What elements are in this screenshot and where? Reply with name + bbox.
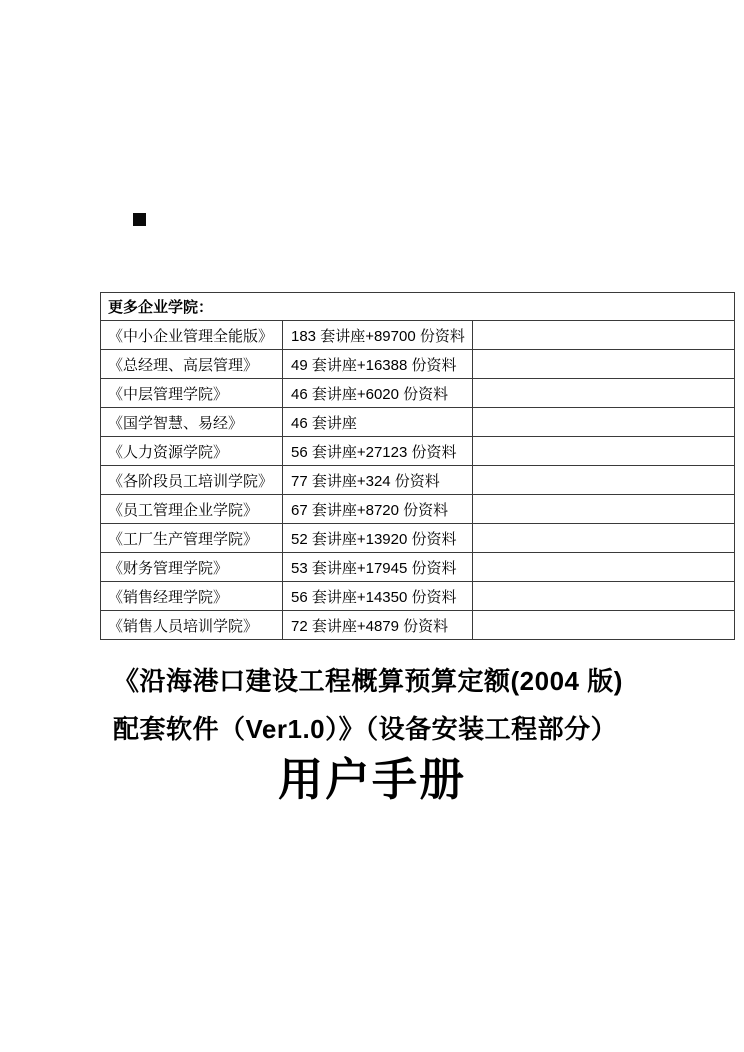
black-square-icon	[133, 213, 146, 226]
academy-name: 《各阶段员工培训学院》	[101, 466, 283, 495]
empty-cell	[473, 437, 735, 466]
empty-cell	[473, 553, 735, 582]
academy-name: 《销售人员培训学院》	[101, 611, 283, 640]
academy-count: 67 套讲座+8720 份资料	[283, 495, 473, 524]
empty-cell	[473, 379, 735, 408]
table-row	[101, 466, 735, 495]
academy-count: 72 套讲座+4879 份资料	[283, 611, 473, 640]
academy-count: 53 套讲座+17945 份资料	[283, 553, 473, 582]
academy-name: 《中小企业管理全能版》	[101, 321, 283, 350]
academy-name: 《人力资源学院》	[101, 437, 283, 466]
table-header: 更多企业学院：	[101, 293, 735, 321]
empty-cell	[473, 582, 735, 611]
table-row	[101, 582, 735, 611]
academy-name: 《总经理、高层管理》	[101, 350, 283, 379]
empty-cell	[473, 495, 735, 524]
empty-cell	[473, 466, 735, 495]
academy-name: 《工厂生产管理学院》	[101, 524, 283, 553]
empty-cell	[473, 408, 735, 437]
academy-count: 56 套讲座+27123 份资料	[283, 437, 473, 466]
manual-title-main: 用户手册	[277, 755, 466, 805]
academy-count: 77 套讲座+324 份资料	[283, 466, 473, 495]
academy-name: 《销售经理学院》	[101, 582, 283, 611]
manual-title-line2: 配套软件（Ver1.0）》（设备安装工程部分）	[113, 714, 618, 744]
table-row	[101, 379, 735, 408]
academy-name: 《员工管理企业学院》	[101, 495, 283, 524]
academy-count: 46 套讲座	[283, 408, 473, 437]
table-row	[101, 437, 735, 466]
academy-table	[100, 292, 735, 640]
table-row	[101, 495, 735, 524]
academy-count: 56 套讲座+14350 份资料	[283, 582, 473, 611]
academy-count: 183 套讲座+89700 份资料	[283, 321, 473, 350]
manual-title-line1: 《沿海港口建设工程概算预算定额(2004 版)	[113, 666, 623, 696]
table-row	[101, 611, 735, 640]
table-row	[101, 408, 735, 437]
empty-cell	[473, 611, 735, 640]
empty-cell	[473, 321, 735, 350]
empty-cell	[473, 350, 735, 379]
table-row	[101, 553, 735, 582]
table-header-row	[101, 293, 735, 321]
table-row	[101, 321, 735, 350]
empty-cell	[473, 524, 735, 553]
table-row	[101, 350, 735, 379]
academy-name: 《财务管理学院》	[101, 553, 283, 582]
academy-name: 《中层管理学院》	[101, 379, 283, 408]
academy-count: 52 套讲座+13920 份资料	[283, 524, 473, 553]
academy-count: 46 套讲座+6020 份资料	[283, 379, 473, 408]
academy-count: 49 套讲座+16388 份资料	[283, 350, 473, 379]
table-row	[101, 524, 735, 553]
academy-name: 《国学智慧、易经》	[101, 408, 283, 437]
